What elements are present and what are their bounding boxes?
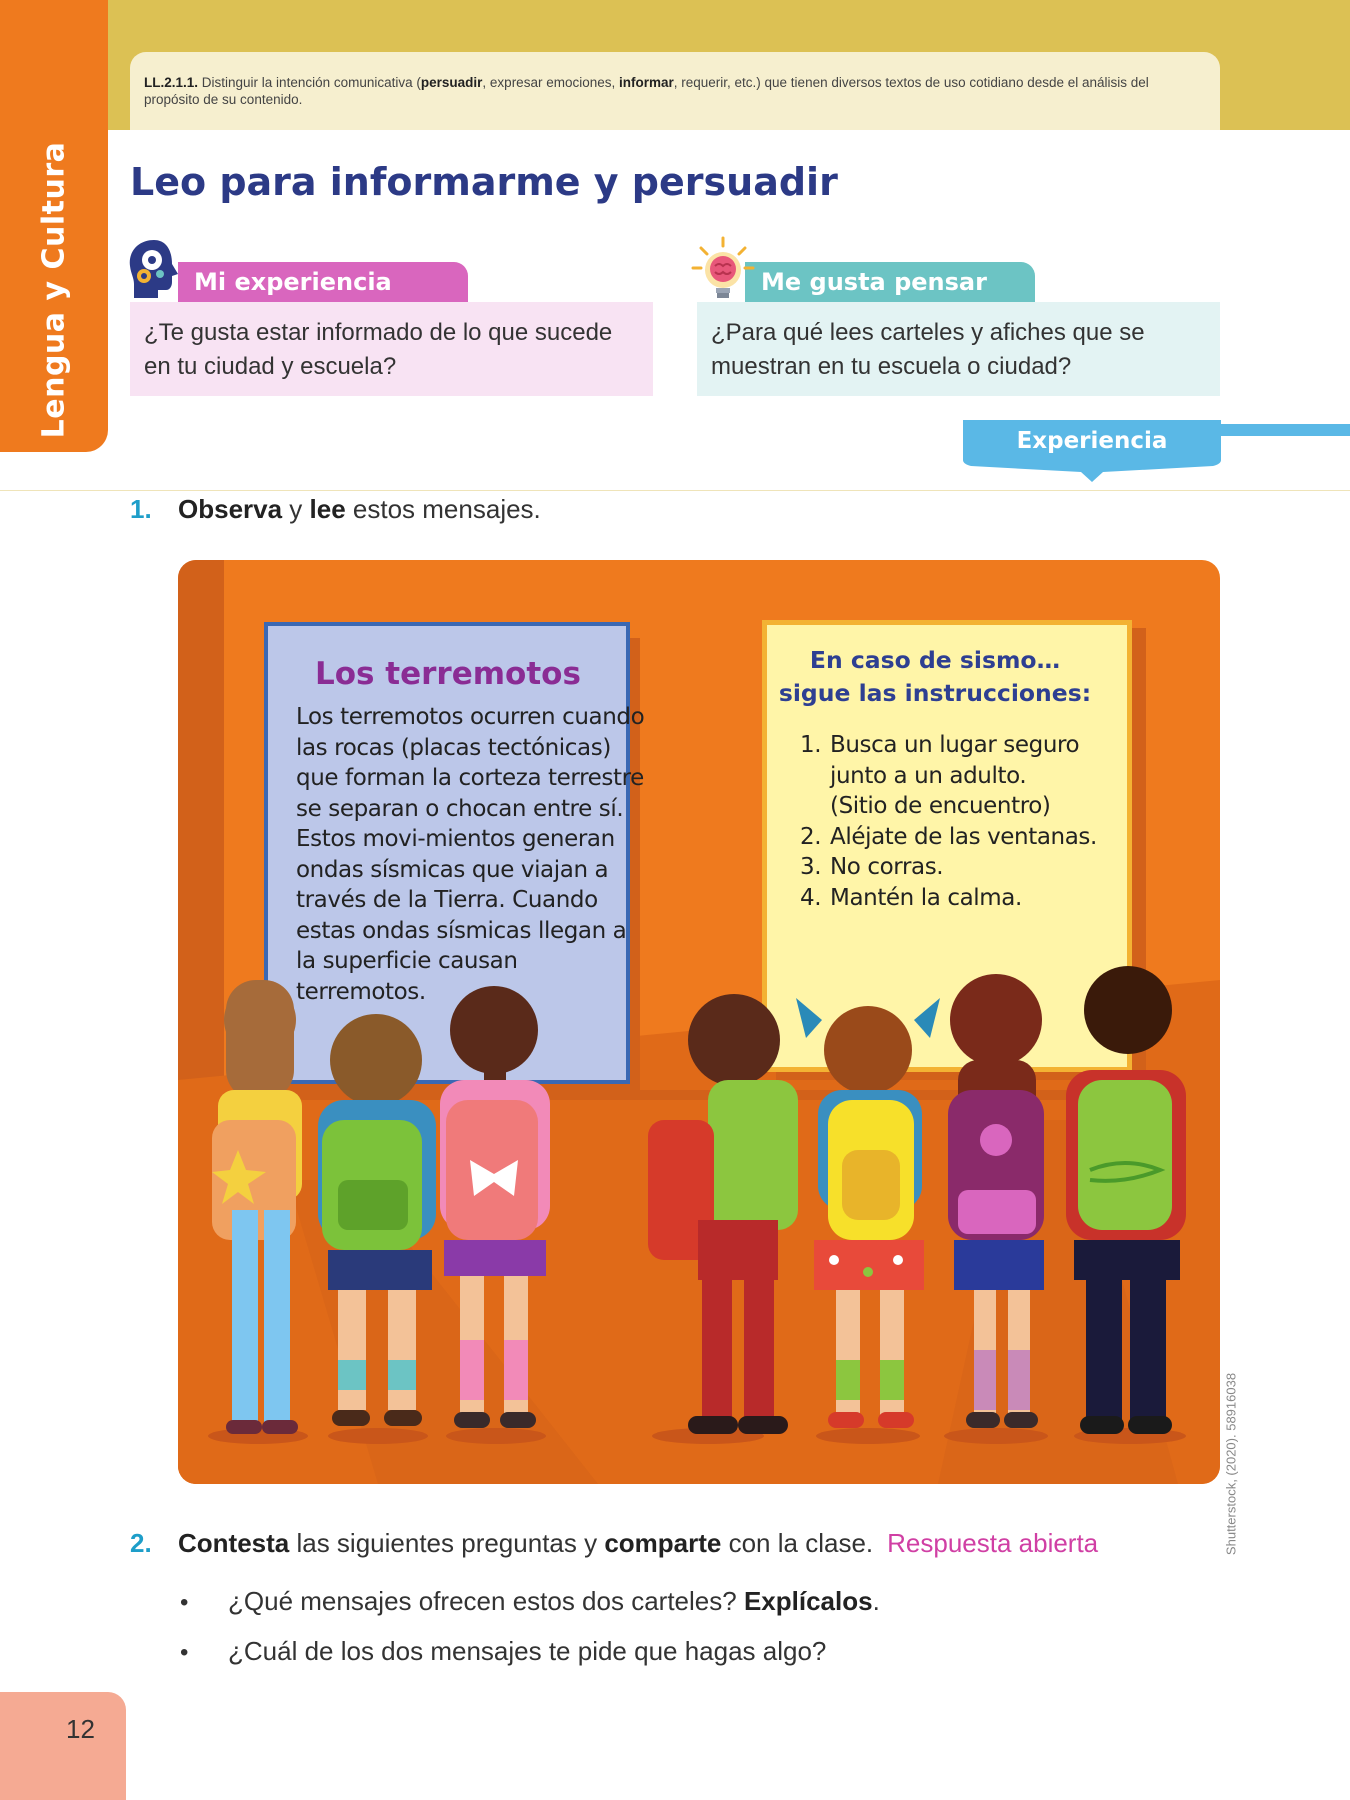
skill-code: LL.2.1.1. (144, 75, 199, 90)
poster-2-instructions (800, 730, 1100, 913)
question-1: 1. Observa y lee estos mensajes. (130, 494, 541, 524)
page-number-box (0, 1692, 126, 1800)
mi-experiencia-card (130, 262, 653, 396)
page-title: Leo para informarme y persuadir (130, 160, 838, 204)
poster-1-title: Los terremotos (315, 656, 581, 692)
mi-experiencia-text: ¿Te gusta estar informado de lo que sucede en tu ciudad y escuela? (130, 302, 653, 396)
experiencia-label: Experiencia (1016, 428, 1168, 454)
open-answer-note: Respuesta abierta (887, 1528, 1099, 1558)
section-tab-label: Lengua y Cultura (36, 141, 72, 439)
me-gusta-pensar-label: Me gusta pensar (745, 262, 1035, 302)
poster-2-title: En caso de sismo… sigue las instrucciones: (778, 646, 1092, 707)
question-2: 2. Contesta las siguientes preguntas y comparte con la clase. Respuesta abierta (130, 1528, 1099, 1558)
list-item: 1. Busca un lugar seguro junto a un adulto. (Sitio de encuentro) (800, 732, 1080, 819)
me-gusta-pensar-card (697, 262, 1220, 396)
experiencia-bar (1210, 424, 1350, 436)
mi-experiencia-label: Mi experiencia (178, 262, 468, 302)
bullet-item: • ¿Qué mensajes ofrecen estos dos carteles? Explícalos. (180, 1586, 880, 1616)
image-credit: Shutterstock, (2020). 58916038 (1223, 1372, 1239, 1556)
lightbulb-brain-icon (691, 236, 755, 306)
question-1-number: 1. (130, 494, 152, 524)
skill-objective: LL.2.1.1. Distinguir la intención comunicativa (persuadir, expresar emociones, informar, requerir, etc.) que tienen diversos textos de uso cotidiano desde el análisis del propósito de su contenido. (130, 52, 1220, 130)
me-gusta-pensar-text: ¿Para qué lees carteles y afiches que se muestran en tu escuela o ciudad? (697, 302, 1220, 396)
divider (0, 490, 1350, 491)
list-item: 2. Aléjate de las ventanas. (800, 823, 1097, 850)
section-tab (0, 0, 108, 452)
experiencia-badge (963, 420, 1221, 482)
bullet-item: • ¿Cuál de los dos mensajes te pide que hagas algo? (180, 1636, 827, 1666)
list-item: 4. Mantén la calma. (800, 884, 1022, 911)
poster-1-body: Los terremotos ocurren cuando las rocas (placas tectónicas) que forman la corteza terrestre se separan o chocan entre sí. Estos movi-mientos generan ondas sísmicas que viajan a través de la Tierra. Cuando estas ondas sísmicas llegan a la superficie causan terremotos. (296, 704, 645, 1005)
question-2-number: 2. (130, 1528, 152, 1558)
page-number: 12 (66, 1714, 95, 1744)
brain-gears-icon (124, 236, 188, 306)
list-item: 3. No corras. (800, 854, 944, 880)
